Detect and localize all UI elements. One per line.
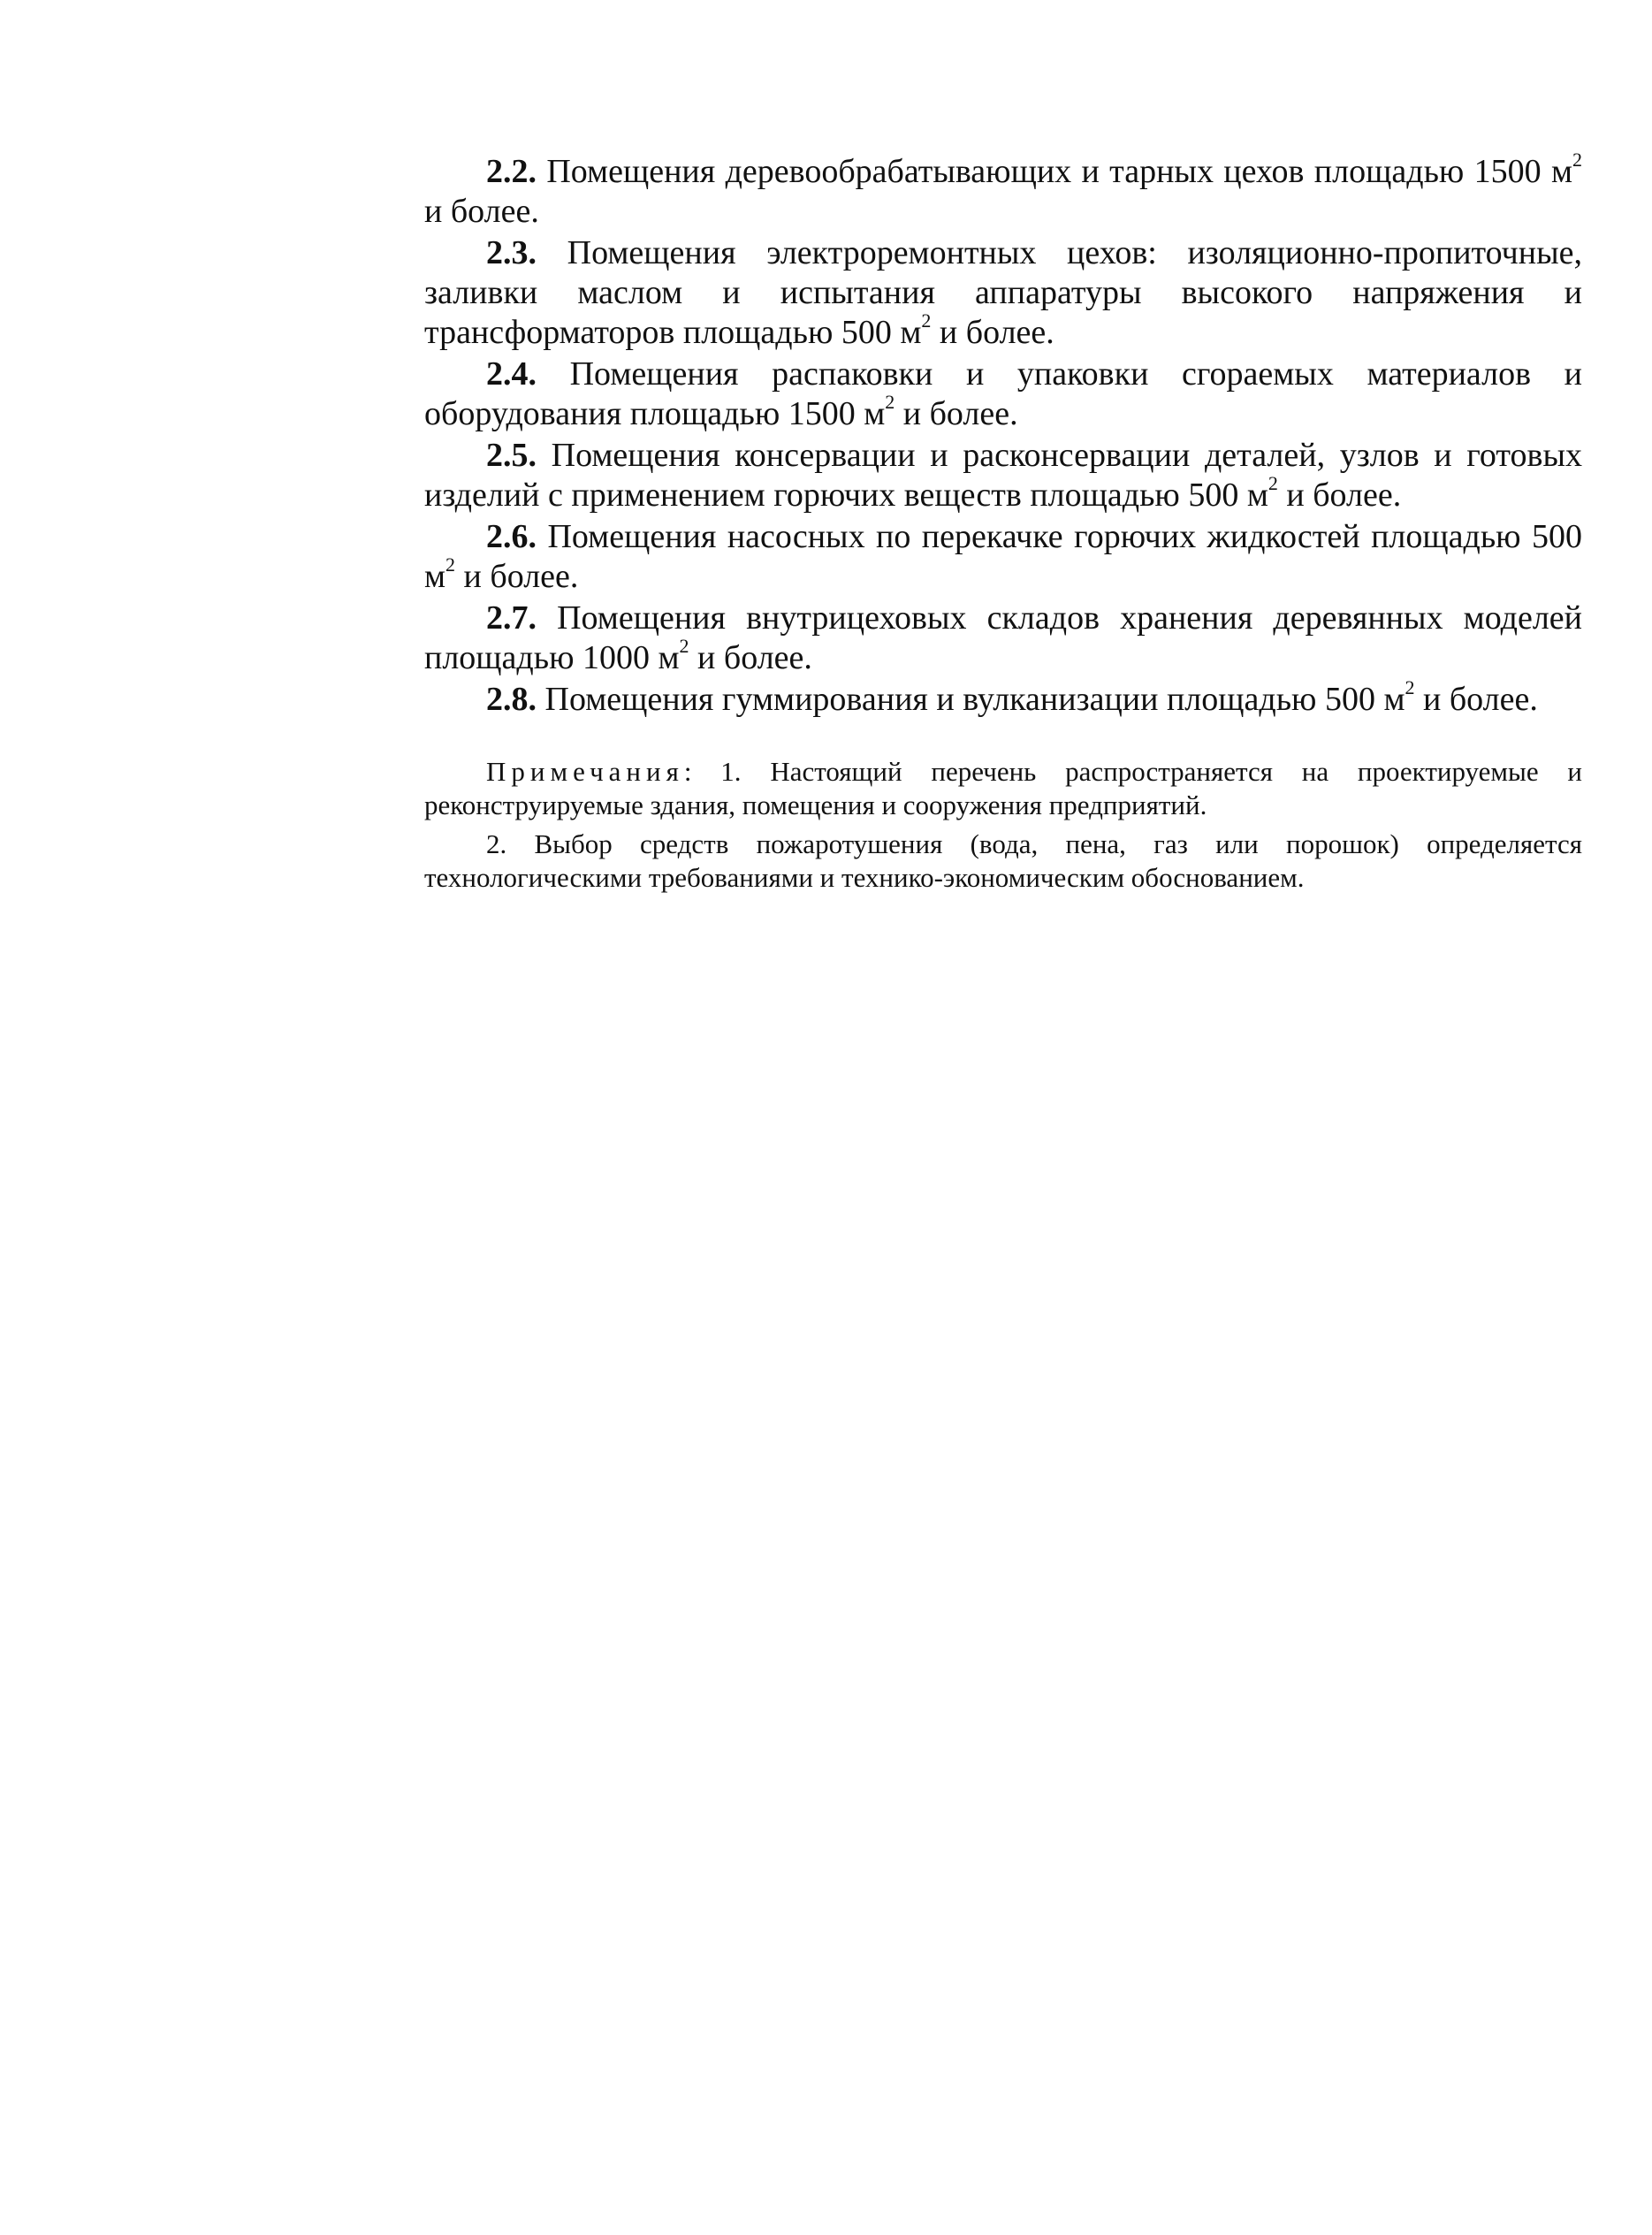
- superscript: 2: [1268, 472, 1278, 495]
- item-text: Помещения насосных по перекачке горючих жидкостей площадью 500 м: [424, 518, 1582, 595]
- item-number: 2.8.: [486, 681, 537, 718]
- item-text: Помещения распаковки и упаковки сгораемых материалов и оборудования площадью 1500 м: [424, 355, 1582, 432]
- item-text-end: и более.: [455, 558, 579, 595]
- item-number: 2.3.: [486, 234, 537, 271]
- item-text-end: и более.: [1414, 681, 1538, 718]
- notes-label: Примечания: [486, 756, 684, 787]
- list-item-2-5: [424, 436, 1582, 515]
- item-number: 2.5.: [486, 437, 537, 474]
- list-item-2-3: [424, 233, 1582, 353]
- item-text: Помещения внутрицеховых складов хранения деревянных моделей площадью 1000 м: [424, 599, 1582, 676]
- document-body: [424, 149, 1582, 900]
- notes-section: [424, 755, 1582, 895]
- item-text-end: и более.: [424, 193, 539, 230]
- item-text: Помещения деревообрабатывающих и тарных цехов площадью 1500 м: [537, 153, 1572, 190]
- superscript: 2: [1405, 676, 1415, 699]
- item-text-end: и более.: [689, 639, 812, 676]
- list-item-2-2: [424, 149, 1582, 232]
- superscript: 2: [1572, 149, 1582, 172]
- superscript: 2: [921, 309, 932, 332]
- list-item-2-8: [424, 676, 1582, 720]
- superscript: 2: [679, 635, 689, 658]
- list-item-2-6: [424, 517, 1582, 597]
- item-text-end: и более.: [895, 395, 1018, 432]
- note-2: 2. Выбор средств пожаротушения (вода, пена, газ или порошок) определяется технологическими требованиями и технико-экономическим обоснованием.: [424, 828, 1582, 893]
- note-1: [424, 755, 1582, 822]
- item-number: 2.7.: [486, 599, 537, 637]
- item-text: Помещения электроремонтных цехов: изоляционно-пропиточные, заливки маслом и испытания аппаратуры высокого напряжения и трансформаторов площадью 500 м: [424, 234, 1582, 351]
- list-item-2-4: [424, 355, 1582, 434]
- item-text: Помещения гуммирования и вулканизации площадью 500 м: [537, 681, 1405, 718]
- item-number: 2.6.: [486, 518, 537, 555]
- item-text-end: и более.: [1277, 477, 1402, 514]
- item-number: 2.4.: [486, 355, 537, 393]
- note-1-text: : 1. Настоящий перечень распространяется на проектируемые и реконструируемые здания, помещения и сооружения предприятий.: [424, 756, 1582, 820]
- item-text-end: и более.: [931, 314, 1054, 351]
- superscript: 2: [445, 553, 456, 576]
- item-number: 2.2.: [486, 153, 537, 190]
- list-item-2-7: [424, 599, 1582, 678]
- superscript: 2: [885, 391, 895, 414]
- item-text: Помещения консервации и расконсервации деталей, узлов и готовых изделий с применением горючих веществ площадью 500 м: [424, 437, 1582, 514]
